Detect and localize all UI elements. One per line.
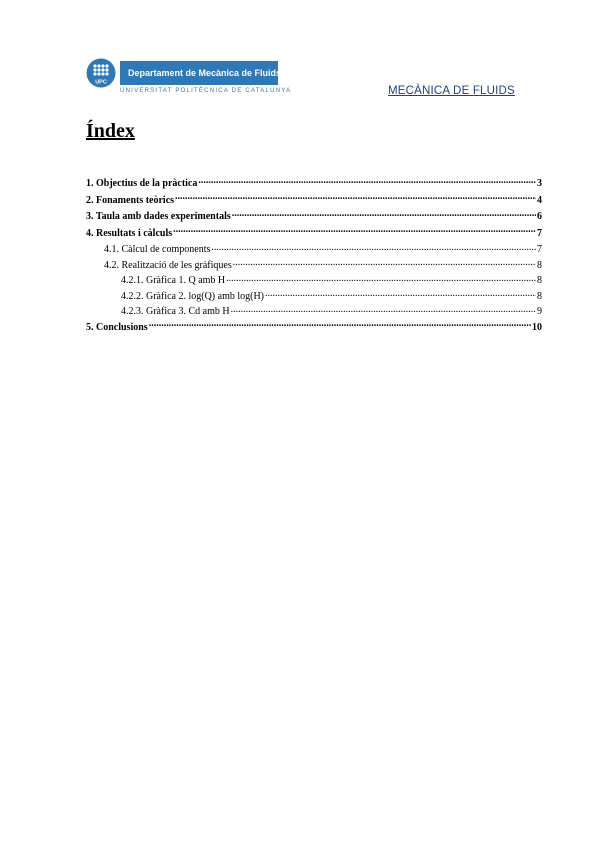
seal-label: UPC bbox=[95, 79, 107, 86]
toc-entry-page: 3 bbox=[537, 178, 542, 189]
toc-entry-label: 4.2.2. Gràfica 2. log(Q) amb log(H) bbox=[121, 290, 265, 302]
toc-entry[interactable] bbox=[86, 193, 542, 210]
toc-entry-label: 5. Conclusions bbox=[86, 321, 148, 333]
toc-entry-label: 2. Fonaments teòrics bbox=[86, 194, 175, 206]
toc-entry-page: 10 bbox=[532, 321, 542, 333]
toc-entry[interactable] bbox=[86, 226, 542, 243]
toc-entry[interactable] bbox=[86, 289, 542, 305]
toc-dot-leader bbox=[149, 320, 531, 330]
table-of-contents bbox=[86, 176, 542, 336]
upc-seal-icon bbox=[86, 58, 116, 88]
toc-dot-leader bbox=[265, 289, 536, 299]
course-title: MECÀNICA DE FLUIDS bbox=[388, 85, 515, 97]
index-heading: Índex bbox=[86, 120, 135, 142]
toc-dot-leader bbox=[198, 176, 536, 186]
toc-dot-leader bbox=[173, 226, 536, 236]
university-name: UNIVERSITAT POLITÈCNICA DE CATALUNYA bbox=[120, 88, 292, 94]
toc-entry-page: 6 bbox=[537, 211, 542, 222]
toc-entry[interactable] bbox=[86, 304, 542, 320]
toc-entry[interactable] bbox=[86, 242, 542, 258]
toc-dot-leader bbox=[226, 273, 536, 283]
department-name: Departament de Mecànica de Fluids bbox=[120, 61, 278, 85]
toc-entry-page: 8 bbox=[537, 275, 542, 286]
toc-entry-label: 4. Resultats i càlculs bbox=[86, 227, 173, 239]
toc-entry[interactable] bbox=[86, 176, 542, 193]
toc-entry-page: 7 bbox=[537, 244, 542, 255]
toc-entry-label: 3. Taula amb dades experimentals bbox=[86, 211, 231, 222]
toc-entry-label: 4.2.3. Gràfica 3. Cd amb H bbox=[121, 306, 230, 317]
toc-dot-leader bbox=[233, 258, 536, 268]
toc-entry-page: 8 bbox=[537, 259, 542, 271]
toc-entry[interactable] bbox=[86, 209, 542, 226]
toc-entry-page: 4 bbox=[537, 194, 542, 206]
toc-entry[interactable] bbox=[86, 258, 542, 274]
toc-dot-leader bbox=[231, 304, 536, 314]
toc-entry-label: 4.2. Realització de les gràfiques bbox=[104, 259, 232, 271]
toc-entry-label: 1. Objectius de la pràctica bbox=[86, 178, 198, 189]
toc-entry-label: 4.2.1. Gràfica 1. Q amb H bbox=[121, 275, 226, 286]
toc-dot-leader bbox=[211, 242, 536, 252]
upc-logo bbox=[86, 58, 292, 100]
toc-dot-leader bbox=[175, 193, 536, 203]
toc-entry-page: 9 bbox=[537, 306, 542, 317]
toc-entry[interactable] bbox=[86, 273, 542, 289]
toc-dot-leader bbox=[232, 209, 536, 219]
toc-entry-page: 7 bbox=[537, 227, 542, 239]
toc-entry-page: 8 bbox=[537, 290, 542, 302]
toc-entry-label: 4.1. Càlcul de components bbox=[104, 244, 211, 255]
toc-entry[interactable] bbox=[86, 320, 542, 337]
